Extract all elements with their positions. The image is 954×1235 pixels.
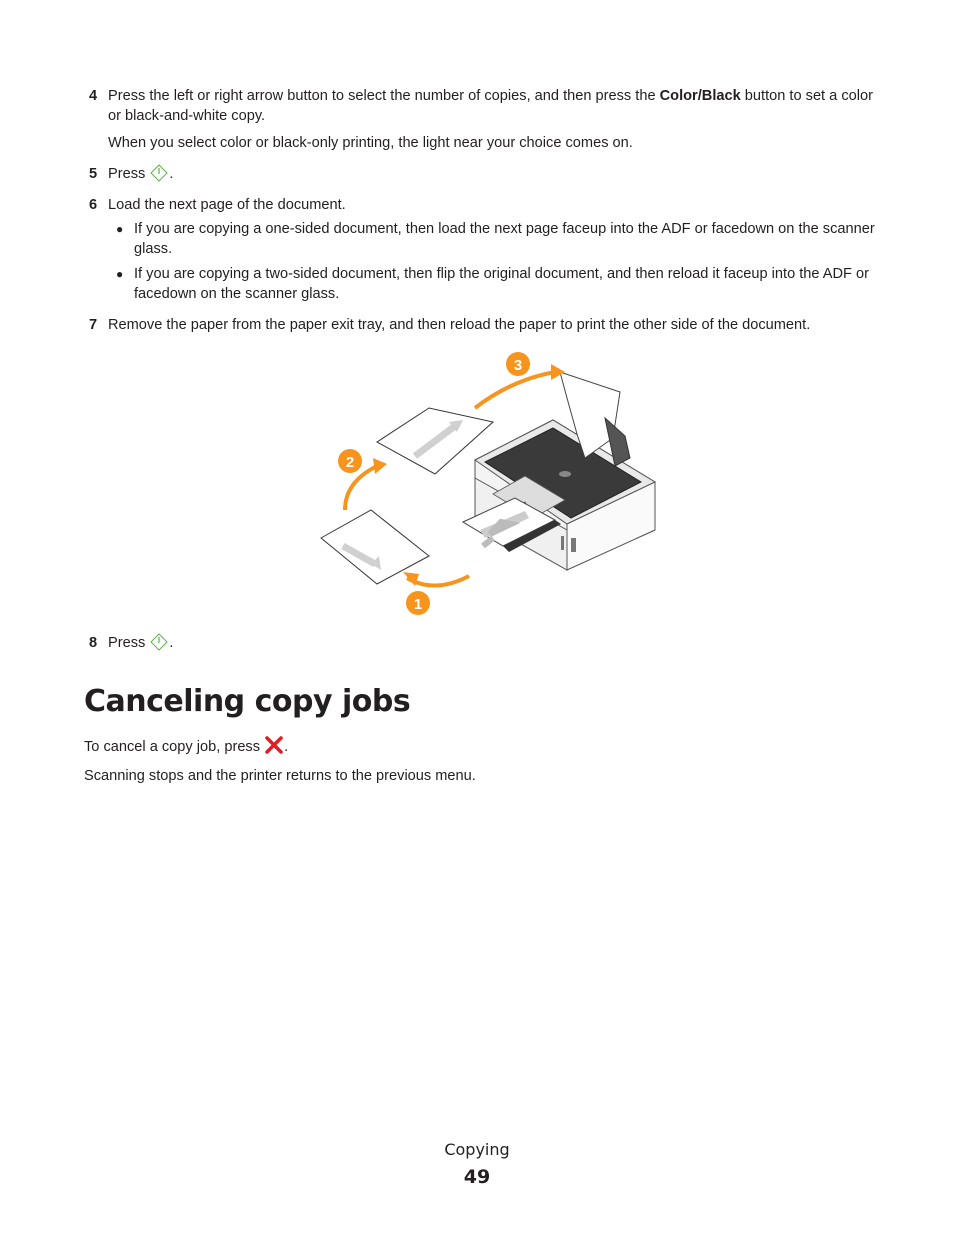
step-number: 6 (89, 197, 98, 213)
section-heading: Canceling copy jobs (84, 684, 411, 719)
bullet-item: ● If you are copying a two-sided document, then flip the original document, and then reload it faceup into the ADF or facedown on the scanner glass. (116, 266, 869, 302)
svg-text:1: 1 (413, 596, 423, 613)
bullet-dot: ● (116, 267, 124, 281)
step-8: 8 Press . (89, 633, 879, 657)
step-number: 7 (89, 317, 98, 333)
bullet-item: ● If you are copying a one-sided document, then load the next page faceup into the ADF or facedown on the scanner glass. (116, 221, 875, 257)
step-number: 5 (89, 166, 98, 182)
step-text: Press the left or right arrow button to select the number of copies, and then press the Color/Black button to set a color or black-and-white copy. (108, 88, 873, 124)
start-diamond-icon (150, 164, 168, 188)
step-5: 5 Press . (89, 164, 879, 188)
step-4 (89, 86, 879, 126)
svg-text:2: 2 (345, 454, 355, 471)
start-diamond-icon (150, 633, 168, 657)
bullet-dot: ● (116, 222, 124, 236)
cancel-instruction: To cancel a copy job, press . (84, 736, 874, 760)
color-black-label: Color/Black (659, 88, 741, 104)
printer-duplex-illustration (315, 348, 665, 618)
step-4-note: When you select color or black-only printing, the light near your choice comes on. (108, 135, 633, 151)
step-7: 7 Remove the paper from the paper exit tray, and then reload the paper to print the other side of the document. (89, 317, 811, 333)
step-6: 6 Load the next page of the document. (89, 197, 346, 213)
svg-text:3: 3 (513, 357, 523, 374)
footer-chapter: Copying (444, 1140, 510, 1159)
cancel-x-icon (265, 736, 283, 760)
step-number: 4 (89, 88, 98, 104)
page-number: 49 (463, 1166, 491, 1188)
step-number: 8 (89, 635, 98, 651)
cancel-result: Scanning stops and the printer returns to the previous menu. (84, 768, 476, 784)
